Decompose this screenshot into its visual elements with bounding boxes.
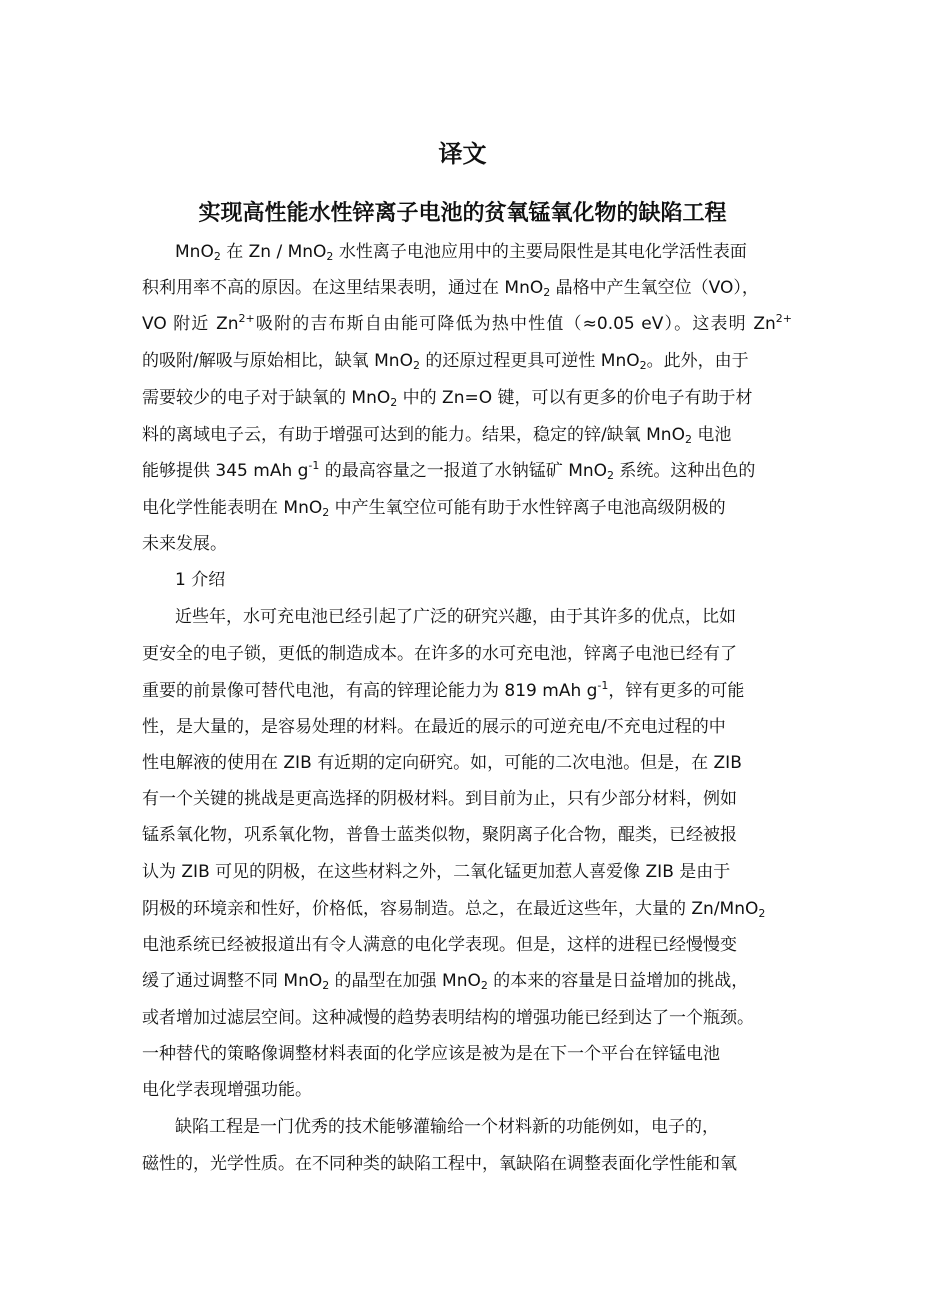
text-run: 电池系统已经被报道出有令人满意的电化学表现。但是，这样的进程已经慢慢变 — [142, 935, 737, 955]
text-run: ，锌有更多的可能 — [608, 681, 745, 701]
text-run: 电池 — [691, 425, 732, 445]
body-line — [142, 453, 792, 489]
body-line — [142, 306, 792, 342]
section-heading — [175, 562, 792, 598]
script-run: 2 — [213, 250, 221, 263]
document-label: 译文 — [438, 140, 487, 168]
text-run: 的最高容量之一报道了水钠锰矿 MnO — [319, 461, 608, 481]
text-run: 中产生氧空位可能有助于水性锌离子电池高级阴极的 — [329, 498, 726, 518]
text-run: 性电解液的使用在 ZIB 有近期的定向研究。如，可能的二次电池。但是，在 ZIB — [142, 753, 742, 773]
text-run: 缓了通过调整不同 MnO — [142, 971, 323, 991]
text-run: 1 介绍 — [175, 570, 226, 590]
text-run: 或者增加过滤层空间。这种减慢的趋势表明结构的增强功能已经到达了一个瓶颈。 — [142, 1008, 754, 1028]
script-run: 2 — [758, 907, 766, 920]
script-run: 2 — [639, 359, 647, 372]
text-run: 电化学性能表明在 MnO — [142, 498, 323, 518]
text-run: 一种替代的策略像调整材料表面的化学应该是被为是在下一个平台在锌锰电池 — [142, 1044, 720, 1064]
body-line — [142, 781, 792, 817]
text-run: 水性离子电池应用中的主要局限性是其电化学活性表面 — [333, 242, 747, 262]
body-line — [142, 490, 792, 526]
text-run: MnO — [175, 242, 214, 262]
text-run: 磁性的，光学性质。在不同种类的缺陷工程中，氧缺陷在调整表面化学性能和氧 — [142, 1154, 737, 1174]
body-line — [175, 1109, 792, 1145]
body-line — [142, 526, 792, 562]
script-run: -1 — [597, 679, 609, 692]
text-run: 能够提供 345 mAh g — [142, 461, 309, 481]
script-run: 2 — [412, 359, 420, 372]
text-run: 吸附的吉布斯自由能可降低为热中性值（≈0.05 eV）。这表明 Zn — [254, 314, 776, 334]
text-run: 。此外，由于 — [646, 351, 749, 371]
body-line — [142, 417, 792, 453]
body-line — [142, 891, 792, 927]
text-run: 认为 ZIB 可见的阴极，在这些材料之外，二氧化锰更加惹人喜爱像 ZIB 是由于 — [142, 862, 731, 882]
text-run: 未来发展。 — [142, 534, 227, 554]
body-line — [142, 817, 792, 853]
script-run: -1 — [308, 459, 320, 472]
body-line — [142, 1036, 792, 1072]
document-title: 实现高性能水性锌离子电池的贫氧锰氧化物的缺陷工程 — [198, 201, 727, 226]
body-line — [142, 380, 792, 416]
body-line — [175, 234, 792, 270]
text-run: 更安全的电子锁，更低的制造成本。在许多的水可充电池，锌离子电池已经有了 — [142, 644, 737, 664]
body-line — [175, 599, 792, 635]
text-run: 积利用率不高的原因。在这里结果表明，通过在 MnO — [142, 278, 544, 298]
text-run: 在 Zn / MnO — [220, 242, 327, 262]
text-run: 重要的前景像可替代电池，有高的锌理论能力为 819 mAh g — [142, 681, 598, 701]
text-run: 缺陷工程是一门优秀的技术能够灌输给一个材料新的功能例如，电子的， — [175, 1117, 719, 1137]
body-line — [142, 673, 792, 709]
body-line — [142, 343, 792, 379]
body-line — [142, 636, 792, 672]
text-run: 的吸附/解吸与原始相比，缺氧 MnO — [142, 351, 413, 371]
text-run: 晶格中产生氧空位（VO）， — [550, 278, 759, 298]
text-run: VO 附近 Zn — [142, 314, 239, 334]
body-line — [142, 745, 792, 781]
script-run: 2 — [326, 250, 334, 263]
text-run: 的晶型在加强 MnO — [329, 971, 481, 991]
text-run: 料的离域电子云，有助于增强可达到的能力。结果，稳定的锌/缺氧 MnO — [142, 425, 685, 445]
text-run: 性，是大量的，是容易处理的材料。在最近的展示的可逆充电/不充电过程的中 — [142, 717, 726, 737]
text-run: 中的 Zn=O 键，可以有更多的价电子有助于材 — [397, 388, 753, 408]
script-run: 2 — [607, 469, 615, 482]
script-run: 2 — [684, 433, 692, 446]
text-run: 需要较少的电子对于缺氧的 MnO — [142, 388, 391, 408]
body-line — [142, 1146, 792, 1182]
script-run: 2 — [322, 506, 330, 519]
script-run: 2+ — [775, 312, 792, 325]
text-run: 有一个关键的挑战是更高选择的阴极材料。到目前为止，只有少部分材料，例如 — [142, 789, 737, 809]
text-run: 的本来的容量是日益增加的挑战， — [487, 971, 749, 991]
body-line — [142, 927, 792, 963]
script-run: 2 — [480, 979, 488, 992]
script-run: 2+ — [238, 312, 255, 325]
script-run: 2 — [390, 396, 398, 409]
body-line — [142, 854, 792, 890]
text-run: 的还原过程更具可逆性 MnO — [419, 351, 640, 371]
body-line — [142, 1000, 792, 1036]
body-line — [142, 709, 792, 745]
text-run: 系统。这种出色的 — [614, 461, 756, 481]
script-run: 2 — [322, 979, 330, 992]
text-run: 阴极的环境亲和性好，价格低，容易制造。总之，在最近这些年，大量的 Zn/MnO — [142, 899, 759, 919]
script-run: 2 — [543, 286, 551, 299]
text-run: 近些年，水可充电池已经引起了广泛的研究兴趣，由于其许多的优点，比如 — [175, 607, 736, 627]
text-run: 电化学表现增强功能。 — [142, 1080, 312, 1100]
body-line — [142, 270, 792, 306]
text-run: 锰系氧化物，巩系氧化物，普鲁士蓝类似物，聚阴离子化合物，醌类，已经被报 — [142, 825, 737, 845]
body-line — [142, 963, 792, 999]
body-line — [142, 1072, 792, 1108]
